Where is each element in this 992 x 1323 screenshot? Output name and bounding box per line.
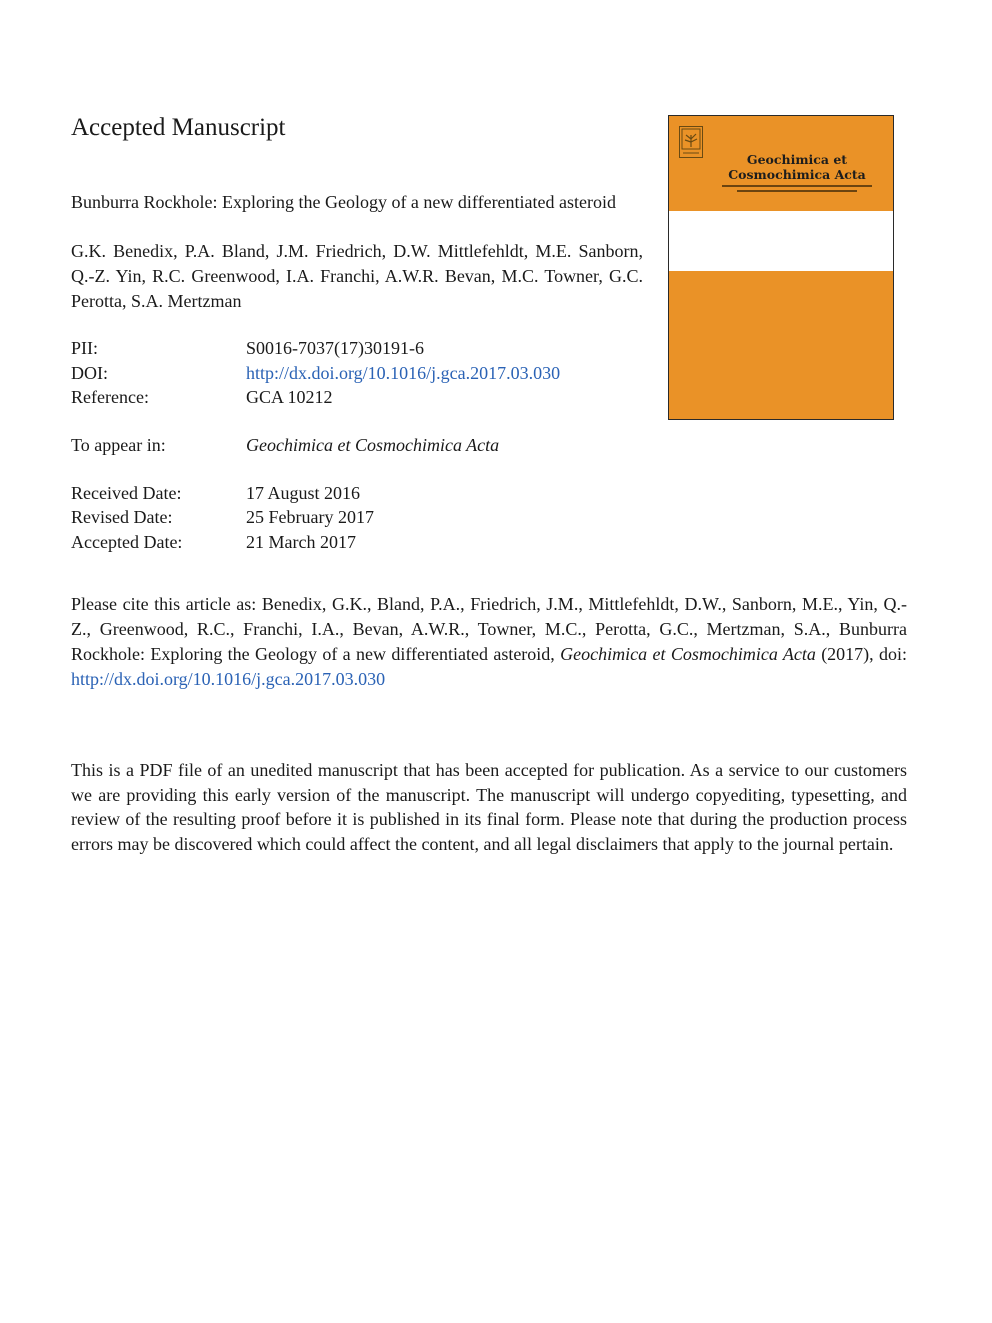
elsevier-logo-icon (679, 126, 703, 158)
cover-subtitle-lines (709, 185, 885, 195)
doi-label: DOI: (71, 363, 108, 383)
cover-journal-line2: Cosmochimica Acta (728, 167, 866, 182)
revised-date: 25 February 2017 (246, 507, 374, 527)
reference-label: Reference: (71, 387, 149, 407)
pii-value: S0016-7037(17)30191-6 (246, 338, 424, 358)
accepted-row (71, 530, 671, 555)
reference-value: GCA 10212 (246, 387, 333, 407)
article-title: Bunburra Rockhole: Exploring the Geology of a new differentiated asteroid (71, 192, 617, 212)
received-label: Received Date: (71, 483, 182, 503)
manuscript-heading: Accepted Manuscript (71, 114, 286, 141)
citation-text: Please cite this article as: Benedix, G.K., Bland, P.A., Friedrich, J.M., Mittlefehldt, D.W., Sanborn, M.E., Yin, Q.-Z., Greenwood, R.C., Franchi, I.A., Bevan, A.W.R., Towner, M.C., Perotta, G.C., Mertzman, S.A., Bunburra Rockhole: Exploring the Geology of a new differentiated asteroid, (71, 594, 907, 664)
appear-row (71, 433, 671, 458)
received-date: 17 August 2016 (246, 483, 361, 503)
cover-journal-title (709, 152, 885, 182)
revised-row (71, 505, 671, 530)
accepted-label: Accepted Date: (71, 532, 183, 552)
received-row (71, 481, 671, 506)
appear-label: To appear in: (71, 435, 166, 455)
accepted-date: 21 March 2017 (246, 532, 356, 552)
article-authors: G.K. Benedix, P.A. Bland, J.M. Friedrich, D.W. Mittlefehldt, M.E. Sanborn, Q.-Z. Yin, R.C. Greenwood, I.A. Franchi, A.W.R. Bevan, M.C. Towner, G.C. Perotta, S.A. Mertzman (71, 241, 643, 311)
appear-journal: Geochimica et Cosmochimica Acta (246, 435, 500, 455)
manuscript-notice: This is a PDF file of an unedited manuscript that has been accepted for publication. As a service to our customers we are providing this early version of the manuscript. The manuscript will undergo copyediting, typesetting, and review of the resulting proof before it is published in its final form. Please note that during the production process errors may be discovered which could affect the content, and all legal disclaimers that apply to the journal pertain. (71, 760, 907, 854)
citation-year-doi: (2017), doi: (821, 644, 908, 664)
revised-label: Revised Date: (71, 507, 173, 527)
journal-cover-image (668, 115, 894, 420)
citation-journal: Geochimica et Cosmochimica Acta (560, 644, 816, 664)
doi-row (71, 361, 671, 386)
pii-row (71, 336, 671, 361)
cover-journal-line1: Geochimica et (746, 152, 848, 167)
pii-label: PII: (71, 338, 98, 358)
cover-white-band (669, 211, 893, 271)
citation-paragraph (71, 592, 907, 692)
citation-doi-link[interactable]: http://dx.doi.org/10.1016/j.gca.2017.03.030 (71, 669, 386, 689)
reference-row (71, 385, 671, 410)
doi-link[interactable]: http://dx.doi.org/10.1016/j.gca.2017.03.030 (246, 363, 561, 383)
